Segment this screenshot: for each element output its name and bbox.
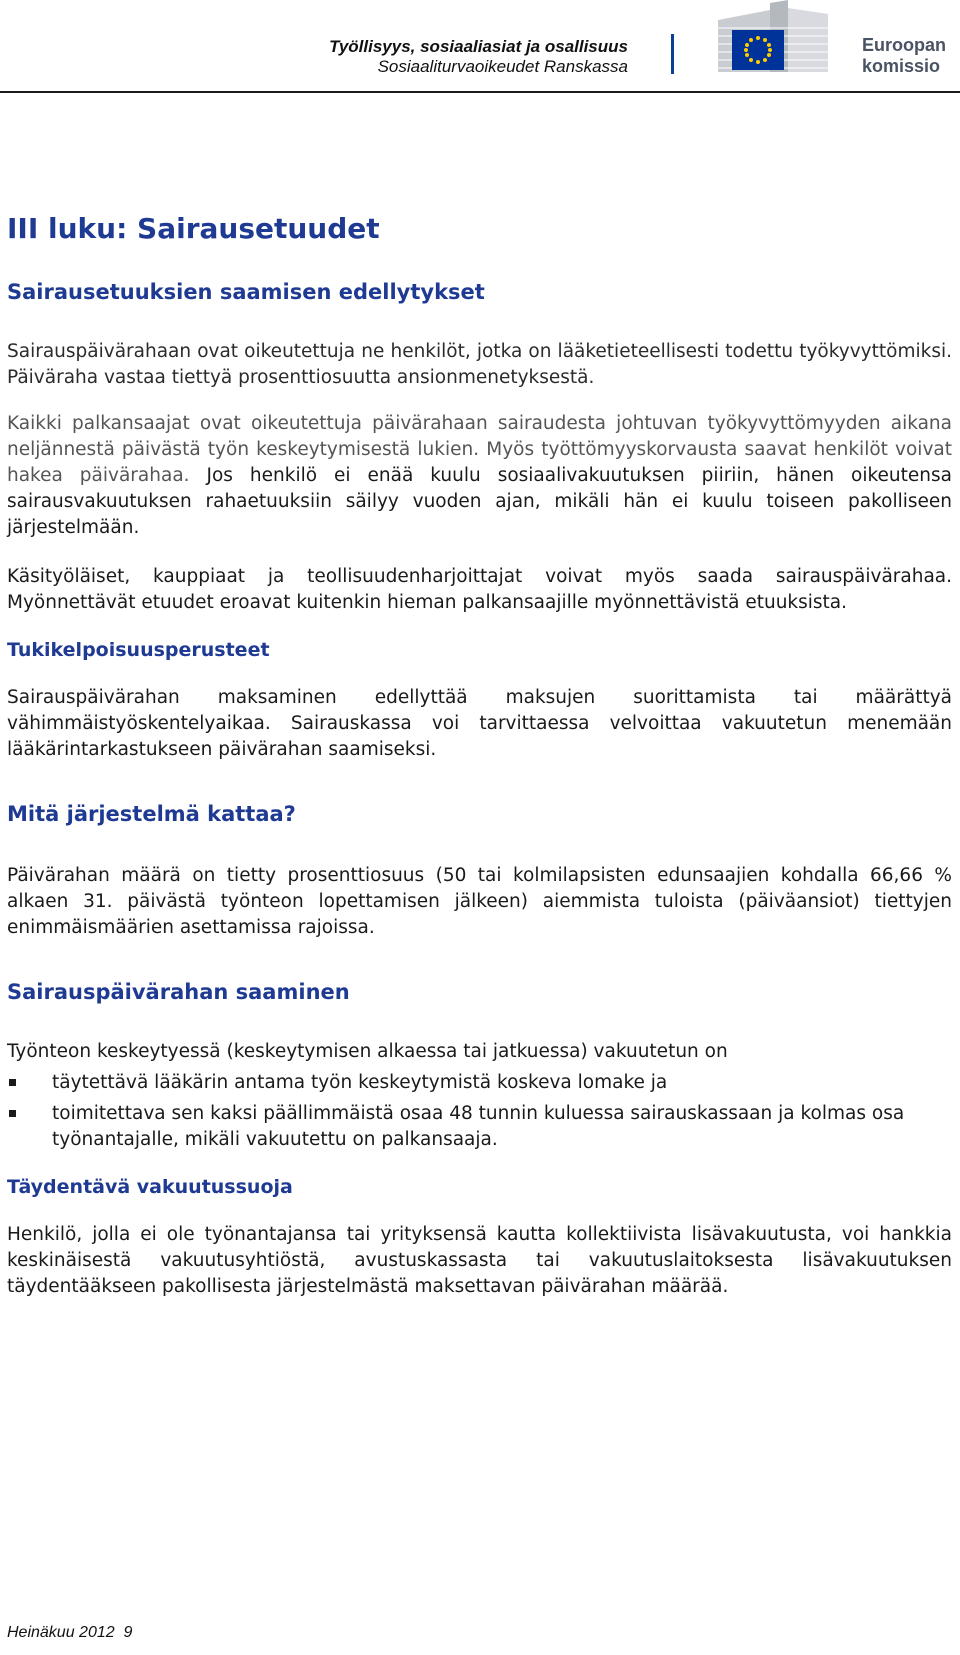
logo-text-line2: komissio: [862, 56, 941, 76]
paragraph-conditions-2a: Kaikki palkansaajat ovat oikeutettuja päivärahaan sairaudesta johtuvan työkyvyttömyyden aikana neljännestä päivästä työn keskeytymisestä lukien. Myös työttömyyskorvausta saavat henkilöt voivat hakea päivärahaa.: [7, 413, 952, 486]
list-item: [7, 1101, 952, 1153]
paragraph-coverage: Päivärahan määrä on tietty prosenttiosuus (50 tai kolmilapsisten edunsaajien kohdalla 66,66 % alkaen 31. päivästä työnteon lopettamisen jälkeen) aiemmista tuloista (päiväansiot) tiettyjen enimmäismäärien asettamissa rajoissa.: [7, 865, 952, 938]
paragraph-conditions-1: [7, 339, 952, 391]
chapter-title: III luku: Sairausetuudet: [7, 212, 380, 245]
paragraph-conditions-3: Käsityöläiset, kauppiaat ja teollisuudenharjoittajat voivat myös saada sairauspäivärahaa. Myönnettävät etuudet eroavat kuitenkin hieman palkansaajille myönnettävistä etuuksista.: [7, 566, 952, 613]
document-body: [7, 208, 952, 1300]
list-item-text: toimitettava sen kaksi päällimmäistä osaa 48 tunnin kuluessa sairauskassaan ja kolmas osa työnantajalle, mikäli vakuutettu on palkansaaja.: [52, 1103, 905, 1150]
page-footer: Heinäkuu 2012 9: [7, 1624, 133, 1641]
list-item-text: täytettävä lääkärin antama työn keskeytymistä koskeva lomake ja: [52, 1072, 668, 1093]
list-item: [7, 1070, 952, 1096]
page-header: [0, 0, 960, 92]
header-rule: [0, 91, 960, 93]
paragraph-receiving-intro: Työnteon keskeytyessä (keskeytymisen alkaessa tai jatkuessa) vakuutetun on: [7, 1041, 728, 1062]
header-title-line1: Työllisyys, sosiaaliasiat ja osallisuus: [329, 37, 628, 56]
bullet-square-icon: [9, 1079, 16, 1086]
section-heading-conditions: Sairausetuuksien saamisen edellytykset: [7, 280, 485, 304]
header-title: [329, 37, 628, 77]
header-separator: [671, 34, 674, 74]
paragraph-conditions-1-text: Sairauspäivärahaan ovat oikeutettuja ne henkilöt, jotka on lääketieteellisesti todettu työkyvyttömiksi. Päiväraha vastaa tiettyä prosenttiosuutta ansionmenetyksestä.: [7, 341, 952, 388]
requirements-list: [7, 1070, 952, 1153]
paragraph-supplementary: Henkilö, jolla ei ole työnantajansa tai yrityksensä kautta kollektiivista lisävakuutusta, voi hankkia keskinäisestä vakuutusyhtiöstä, avustuskassasta tai vakuutuslaitoksesta lisävakuutuksen täydentääkseen pakollisesta järjestelmästä maksettavan päivärahan määrää.: [7, 1224, 952, 1297]
paragraph-conditions-2: [7, 411, 952, 541]
logo-text: [862, 35, 946, 77]
paragraph-eligibility: Sairauspäivärahan maksaminen edellyttää maksujen suorittamista tai määrättyä vähimmäistyöskentelyaikaa. Sairauskassa voi tarvittaessa velvoittaa vakuutetun menemään lääkärintarkastukseen päivärahan saamiseksi.: [7, 687, 952, 760]
section-heading-coverage: Mitä järjestelmä kattaa?: [7, 802, 296, 826]
section-heading-receiving: Sairauspäivärahan saaminen: [7, 980, 350, 1004]
logo-text-line1: Euroopan: [862, 35, 946, 55]
header-title-line2: Sosiaaliturvaoikeudet Ranskassa: [377, 57, 628, 76]
section-heading-supplementary: Täydentävä vakuutussuoja: [7, 1176, 293, 1198]
section-heading-eligibility: Tukikelpoisuusperusteet: [7, 639, 270, 661]
bullet-square-icon: [9, 1110, 16, 1117]
paragraph-conditions-2b: Jos henkilö ei enää kuulu sosiaalivakuutuksen piiriin, hänen oikeutensa sairausvakuutuksen rahaetuuksiin säilyy vuoden ajan, mikäli hän ei kuulu toiseen pakolliseen järjestelmään.: [7, 465, 952, 538]
